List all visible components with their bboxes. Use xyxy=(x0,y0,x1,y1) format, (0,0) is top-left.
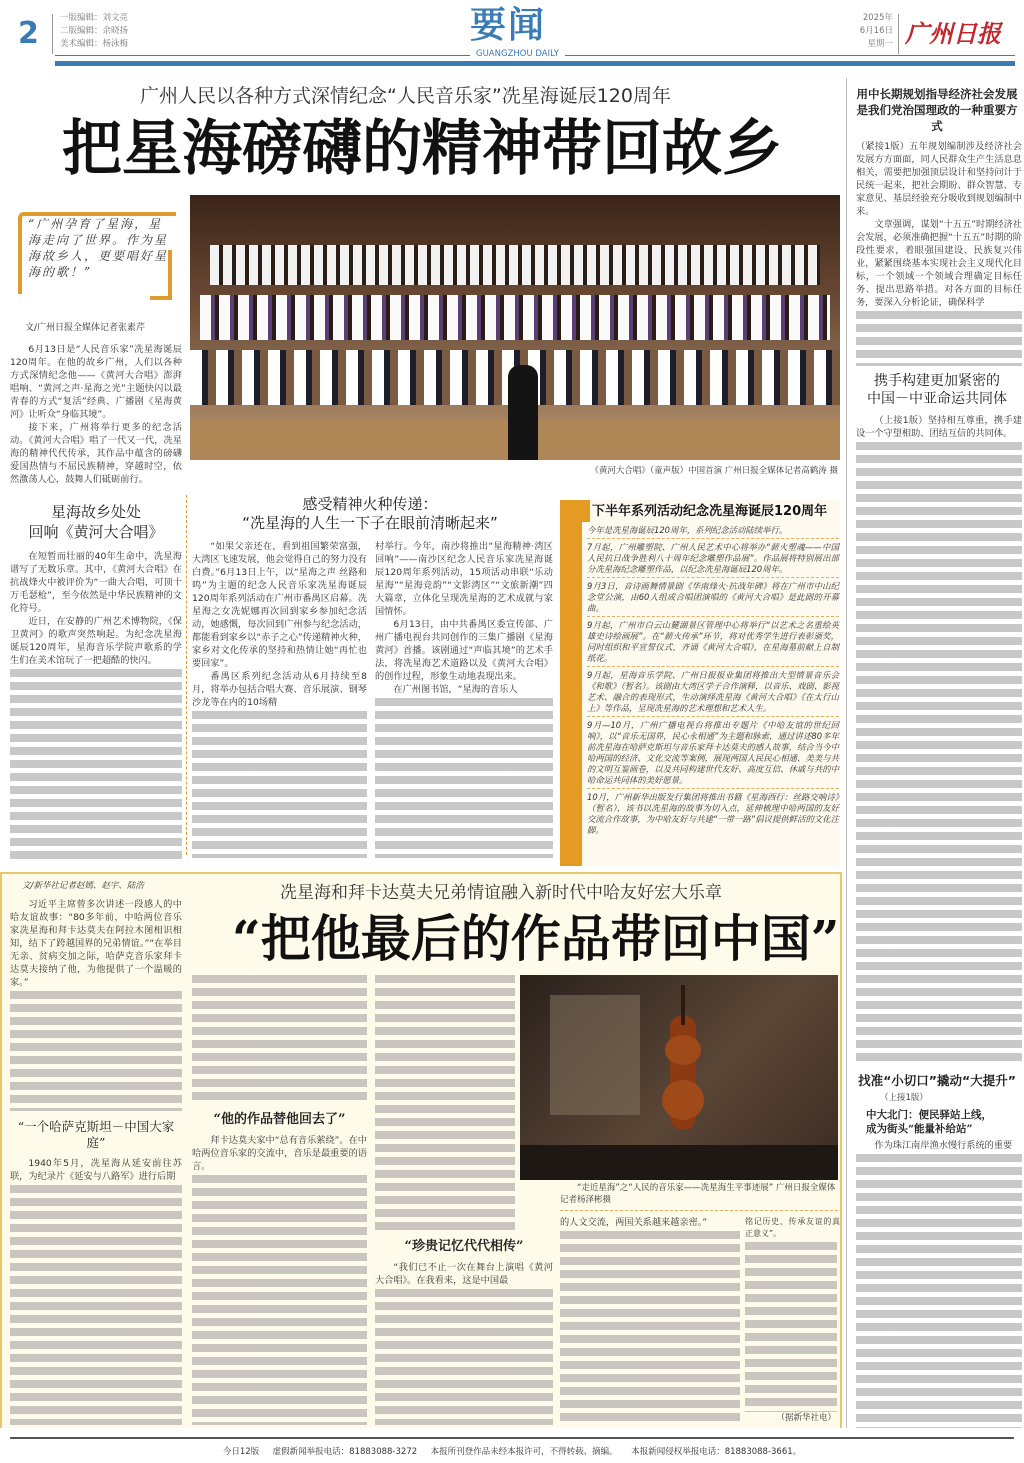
side-headline: 找准“小切口”撬动“大提升” xyxy=(858,1073,1016,1088)
lead-mid-column-1 xyxy=(192,540,367,858)
side-headline: 用中长期规划指导经济社会发展 是我们党治国理政的一种重要方式 xyxy=(856,87,1018,133)
kz-right-column-2 xyxy=(745,1216,840,1424)
paragraph: 村举行。今年，南沙将推出“星海精神·湾区回响”——南沙区纪念人民音乐家冼星海诞辰120周年系列活动，15项活动串联“乐动星海”“星海竞韵”“文影湾区”“文旅新潮”四大篇章，立体化呈现冼星海的艺术成就与家国情怀。 xyxy=(375,541,553,617)
article-column xyxy=(10,550,182,667)
events-box xyxy=(560,500,840,866)
lead-mid-column-2 xyxy=(375,540,553,858)
paragraph: 近日，在安静的广州艺术博物院，《保卫黄河》的歌声突然响起。为纪念冼星海诞辰120周年，星海音乐学院声歌系的学生们在美术馆玩了一把超酷的快闪。 xyxy=(10,616,182,666)
lead-intro xyxy=(10,343,182,486)
paragraph: “我们已不止一次在舞台上演唱《黄河大合唱》。在我看来，这是中国最 xyxy=(375,1262,553,1286)
date-day: 6月16日 xyxy=(859,26,893,36)
article-column xyxy=(192,540,367,709)
side-block-3 xyxy=(852,1072,1022,1428)
paragraph: （上接1版）坚持相互尊重，携手建设一个守望相助、团结互信的共同体。 xyxy=(856,415,1022,439)
side-subheading: 中大北门：便民驿站上线， 成为街头“能量补给站” xyxy=(866,1109,992,1135)
subheading: “珍贵记忆代代相传” xyxy=(404,1239,524,1254)
paragraph: 在短暂而壮丽的40年生命中，冼星海谱写了无数乐章。其中，《黄河大合唱》在抗战烽火中被评价为“一曲大合唱，可顶十万毛瑟枪”，至今依然是中华民族精神的文化符号。 xyxy=(10,551,182,614)
continued-note: （上接1版） xyxy=(880,1093,928,1103)
article-column xyxy=(10,898,182,989)
lead-left-column xyxy=(10,322,182,860)
article-column xyxy=(375,540,553,696)
violin-exhibit-photo xyxy=(520,975,838,1180)
article-column: 的人文交流，两国关系越来越亲密。” xyxy=(560,1217,708,1228)
page-number: 2 xyxy=(18,16,39,51)
date xyxy=(845,12,893,51)
event-item: 9月起，星海音乐学院、广州日报报业集团将推出大型情景音乐会《和歌》（暂名）。该剧由大湾区学子合作演释，以音乐、戏剧、影视艺术、融合的表现形式，生动演绎冼星海《黄河大合唱》《在太行山上》等作品，呈现冼星海的艺术理想和艺术人生。 xyxy=(587,670,839,717)
paragraph: 番禺区系列纪念活动从6月持续至8月，将举办包括合唱大赛、音乐展演、钢琴沙龙等在内的10场精 xyxy=(192,671,367,708)
subheading: “他的作品替他回去了” xyxy=(213,1112,346,1127)
article-column xyxy=(192,1134,367,1173)
photo-caption: “走近星海”之“人民的音乐家——冼星海生平事迹展” 广州日报全媒体记者杨泽彬摄 xyxy=(560,1183,836,1205)
footer-pages: 今日12版 xyxy=(222,1447,260,1457)
lead-kicker: 广州人民以各种方式深情纪念“人民音乐家”冼星海诞辰120周年 xyxy=(140,85,671,107)
footer-copyright: 本报所刊登作品未经本报许可，不得转载、摘编。 xyxy=(430,1447,618,1457)
paragraph: 1940年5月，冼星海从延安前往苏联，为纪录片《延安与八路军》进行后期 xyxy=(10,1158,182,1182)
pull-quote: “广州孕育了星海，星海走向了世界。作为星海故乡人，更要唱好星海的歌！” xyxy=(28,217,169,279)
editor: 一版编辑：刘文亮 xyxy=(60,13,129,23)
event-item: 7月起，广州雕塑院、广州人民艺术中心将举办“薪火塑魂——中国人民抗日战争胜利八十周年纪念雕塑作品展”。作品展将特别展出部分冼星海纪念雕塑作品，以纪念冼星海诞辰120周年。 xyxy=(587,542,839,578)
date-year: 2025年 xyxy=(862,13,893,23)
event-item: 9月—10月，广州广播电视台将推出专题片《中哈友谊的世纪回响》，以“音乐无国界，民心永相通”为主题和脉索，通过讲述80多年前冼星海在哈萨克斯坦与音乐家拜卡达莫夫的感人故事，结合当今中哈两国的经济、文化交流等案例，展现两国人民民心相通、美美与共的文明互鉴画卷，以及共同构建世代友好、高度互信、休戚与共的中哈命运共同体的美好愿景。 xyxy=(587,720,839,789)
kz-mid-column-1 xyxy=(192,975,367,1425)
article-column xyxy=(375,1261,553,1287)
side-block-1 xyxy=(852,86,1022,366)
article-column xyxy=(852,140,1022,309)
article-column xyxy=(852,414,1022,440)
date-weekday: 星期一 xyxy=(867,39,893,49)
kz-headline: “把他最后的作品带回中国” xyxy=(232,909,840,968)
side-headline: 携手构建更加紧密的 中国－中亚命运共同体 xyxy=(867,373,1007,407)
kz-right-column-1 xyxy=(560,1216,740,1424)
paragraph: 拜卡达莫夫家中“总有音乐萦绕”。在中哈两位音乐家的交流中，音乐是最重要的语言。 xyxy=(192,1135,367,1172)
editor: 美术编辑：杨泳梅 xyxy=(60,39,129,49)
article-column: 铭记历史、传承友谊的真正意义”。 xyxy=(745,1217,840,1238)
byline: 文/广州日报全媒体记者张素芹 xyxy=(25,323,146,333)
newspaper-logo: 广州日报 xyxy=(905,19,1001,48)
byline: 文/新华社记者赵嫣、赵宇、陆浩 xyxy=(22,881,144,891)
side-block-2 xyxy=(852,372,1022,1064)
events-intro: 今年是冼星海诞辰120周年，系列纪念活动陆续举行。 xyxy=(587,525,839,539)
event-item: 10月，广州新华出版发行集团将推出书籍《星海西行：丝路交响诗》（暂名），该书以冼星海的故事为切入点，延伸梳理中哈两国的友好交流合作故事，为中哈友好与共建“一带一路”倡议提供鲜活的文化注脚。 xyxy=(587,792,839,835)
subheading: 感受精神火种传递： “冼星海的人生一下子在眼前清晰起来” xyxy=(242,495,498,532)
subheading: 星海故乡处处 回响《黄河大合唱》 xyxy=(28,503,164,541)
signoff: （据新华社电） xyxy=(776,1413,836,1423)
kz-left-column xyxy=(10,880,182,1425)
editors xyxy=(60,12,128,51)
subheading: “一个哈萨克斯坦－中国大家庭” xyxy=(17,1119,175,1150)
paragraph: “如果父亲还在，看到祖国繁荣富强，大湾区飞速发展，他会觉得自己的努力没有白费。”6月13日上午，以“星海之声 丝路和鸣”为主题的纪念人民音乐家冼星海诞辰120周年系列活动在广州市番禺区启幕。冼星海之女冼妮娜再次回到家乡参加纪念活动，她感慨，每次回到广州参与纪念活动，都能看到家乡以“赤子之心”传递精神火种，家乡对文化传承的坚持和热情让她“再忙也要回家”。 xyxy=(192,541,367,669)
paragraph: 6月13日，由中共番禺区委宣传部、广州广播电视台共同创作的三集广播剧《星海黄河》首播。该剧通过“声临其境”的艺术手法，将冼星海艺术道路以及《黄河大合唱》的创作过程，形象生动地表现出来。 xyxy=(375,619,553,682)
event-item: 9月3日，音诗画舞情景剧《华南烽火·抗战年碑》将在广州市中山纪念堂公演，由60人组成合唱团演唱的《黄河大合唱》是此剧的开幕曲。 xyxy=(587,581,839,617)
lead-headline: 把星海磅礴的精神带回故乡 xyxy=(62,114,782,184)
paragraph: 习近平主席曾多次讲述一段感人的中哈友谊故事：“80多年前，中哈两位音乐家冼星海和拜卡达莫夫在阿拉木图相识相知，结下了跨越国界的兄弟情谊。”“在举目无亲、贫病交加之际，哈萨克音乐家拜卡达莫夫接纳了他，为他提供了一个温暖的家。” xyxy=(10,899,182,988)
event-item: 9月起，广州市白云山麓湖景区管理中心将举行“以艺术之名重绘英雄史诗绘画展”。在“薪火传承”环节，将对优秀学生进行表彰颁奖，同时组织和平宣誓仪式，齐诵《黄河大合唱》，在星海墓前献上自制纸花。 xyxy=(587,620,839,667)
events-title: 下半年系列活动纪念冼星海诞辰120周年 xyxy=(592,504,828,519)
section-title: 要闻 xyxy=(470,4,547,46)
section-english: GUANGZHOU DAILY xyxy=(470,49,565,60)
paragraph: 作为珠江南岸渔水慢行系统的重要 xyxy=(874,1140,1013,1151)
paragraph: 接下来，广州将举行更多的纪念活动。《黄河大合唱》唱了一代又一代，冼星海的精神代代传承，其作品中蕴含的磅礴爱国热情与不屈民族精神，穿越时空，依然激荡人心，鼓舞人们砥砺前行。 xyxy=(10,422,182,485)
photo-caption: 《黄河大合唱》（童声版）中国首演 广州日报全媒体记者高鹤涛 摄 xyxy=(590,466,838,476)
paragraph: 6月13日是“人民音乐家”冼星海诞辰120周年。在他的故乡广州，人们以各种方式深情纪念他——《黄河大合唱》澎湃唱响、“黄河之声·星海之光”主题快闪以最青春的方式“复活”经典、广播剧《星海黄河》让听众“身临其境”。 xyxy=(10,344,182,420)
editor: 二版编辑：余晓扬 xyxy=(60,26,129,36)
article-column xyxy=(852,1139,1022,1152)
kicker: 冼星海和拜卡达莫夫兄弟情谊融入新时代中哈友好宏大乐章 xyxy=(280,883,722,903)
paragraph: （紧接1版）五年规划编制涉及经济社会发展方方面面，同人民群众生产生活息息相关，需要把加强顶层设计和坚持问计于民统一起来，把社会期盼、群众智慧、专家意见、基层经验充分吸收到规划编制中来。 xyxy=(856,141,1022,217)
paragraph: 在广州图书馆，“星海的音乐人 xyxy=(393,684,518,695)
footer xyxy=(0,1446,1024,1458)
chorus-photo xyxy=(190,195,840,460)
footer-rights: 本报新闻侵权举报电话：81883088-3661。 xyxy=(631,1447,802,1457)
paragraph: 文章强调，谋划“十五五”时期经济社会发展，必须准确把握“十五五”时期的阶段性要求，着眼强国建设、民族复兴伟业，紧紧围绕基本实现社会主义现代化目标，一个领域一个领域合理确定目标任务、提出思路举措。对各方面的目标任务，要深入分析论证，确保科学 xyxy=(856,219,1022,308)
footer-hotline: 虚假新闻举报电话：81883088-3272 xyxy=(272,1447,418,1457)
article-column xyxy=(10,1157,182,1183)
